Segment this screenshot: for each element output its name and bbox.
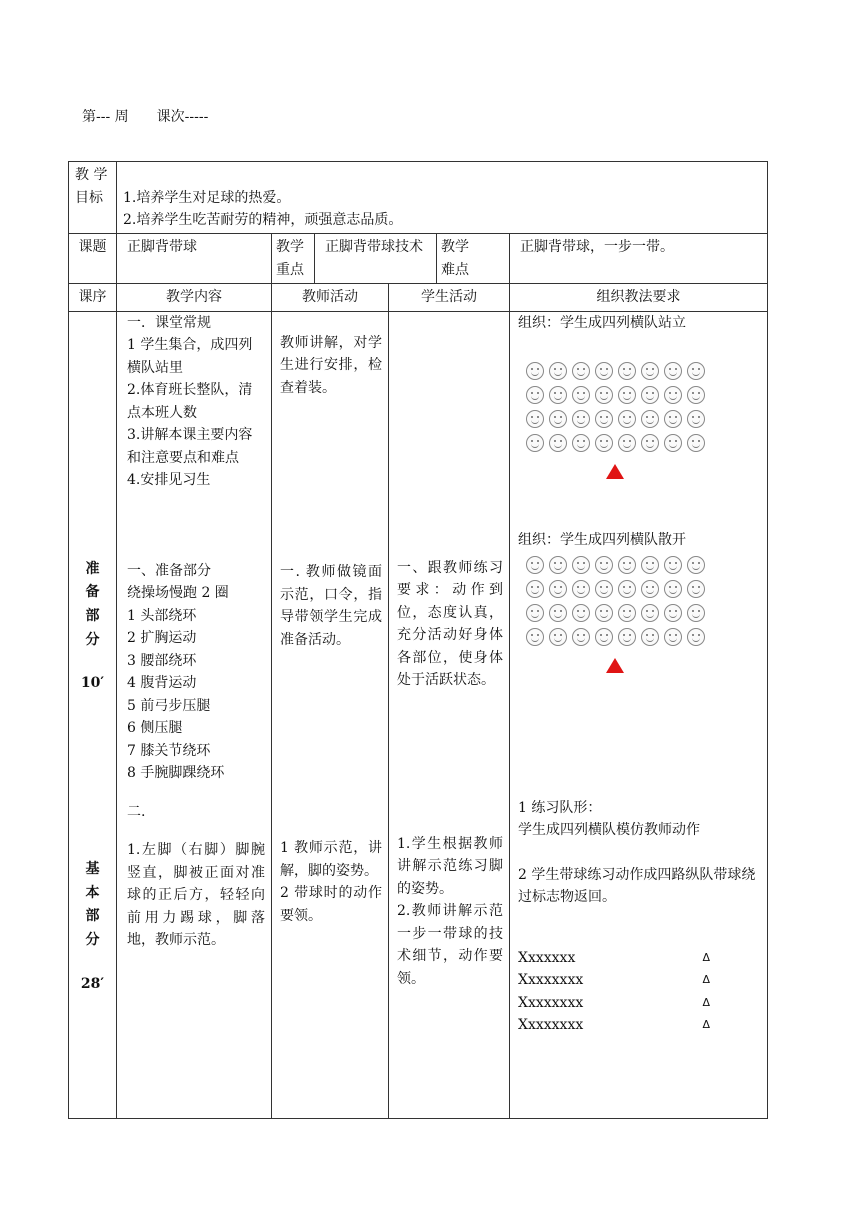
- student-smiley-icon: [618, 362, 636, 380]
- col-header-organization: 组织教法要求: [510, 284, 768, 312]
- goal-item: 1.培养学生对足球的热爱。: [123, 190, 291, 206]
- org-drill-text: 学生成四列横队模仿教师动作: [518, 822, 700, 838]
- student-smiley-icon: [526, 434, 544, 452]
- student-smiley-icon: [572, 362, 590, 380]
- student-smiley-icon: [572, 604, 590, 622]
- student-smiley-icon: [641, 604, 659, 622]
- content-line: 1 学生集合，成四列横队站里: [127, 337, 253, 376]
- student-smiley-icon: [664, 604, 682, 622]
- student-smiley-icon: [618, 434, 636, 452]
- formation-row: [518, 969, 710, 992]
- teacher-warmup: 一. 教师做镜面示范，口令，指导带领学生完成准备活动。: [280, 564, 382, 648]
- student-smiley-icon: [526, 604, 544, 622]
- student-smiley-icon: [618, 628, 636, 646]
- cone-marker-icon: Δ: [702, 1018, 710, 1031]
- student-smiley-icon: [664, 556, 682, 574]
- student-smiley-icon: [687, 362, 705, 380]
- basic-label-char: 本: [85, 884, 100, 901]
- col-header-order: 课序: [69, 284, 117, 312]
- goal-item: 2.培养学生吃苦耐劳的精神，顽强意志品质。: [123, 212, 403, 228]
- cone-marker-icon: Δ: [702, 995, 710, 1009]
- difficulty-label: [437, 234, 510, 284]
- basic-label-char: 分: [85, 931, 100, 948]
- week-label: 第--- 周: [82, 109, 129, 125]
- content-line: 二.: [127, 803, 146, 820]
- student-smiley-icon: [664, 410, 682, 428]
- student-smiley-icon: [641, 556, 659, 574]
- org-standing: 组织：学生成四列横队站立: [518, 314, 686, 331]
- student-warmup: 一、跟教师练习要求：动作到位，态度认真，充分活动好身体各部位，使身体处于活跃状态。: [397, 559, 503, 688]
- goals-row: [69, 162, 768, 234]
- student-smiley-icon: [687, 434, 705, 452]
- student-smiley-icon: [687, 386, 705, 404]
- student-smiley-icon: [618, 386, 636, 404]
- lesson-number-label: 课次-----: [156, 109, 209, 125]
- student-smiley-icon: [595, 580, 613, 598]
- student-smiley-icon: [526, 410, 544, 428]
- formation-row: [518, 947, 710, 970]
- teacher-basic-1: 1 教师示范，讲解，脚的姿势。: [280, 840, 382, 879]
- col-header-content: 教学内容: [117, 284, 272, 312]
- student-smiley-icon: [549, 556, 567, 574]
- student-smiley-icon: [549, 628, 567, 646]
- formation-row-players: Xxxxxxxx: [518, 1017, 584, 1033]
- student-basic-1: 1.学生根据教师讲解示范练习脚的姿势。: [397, 835, 503, 897]
- student-smiley-icon: [595, 556, 613, 574]
- org-scatter: 组织：学生成四列横队散开: [518, 532, 686, 548]
- goals-label-line-1: 教 学: [75, 167, 108, 183]
- student-smiley-icon: [687, 580, 705, 598]
- body-row: [69, 311, 768, 1118]
- content-line: 一．课堂常规: [127, 314, 211, 331]
- org-dribble-text: 2 学生带球练习动作成四路纵队带球绕过标志物返回。: [518, 866, 756, 905]
- student-smiley-icon: [595, 386, 613, 404]
- content-line: 8 手腕脚踝绕环: [127, 765, 225, 781]
- student-smiley-icon: [618, 556, 636, 574]
- basic-section-label: [69, 858, 116, 953]
- teacher-triangle-icon: [606, 464, 624, 479]
- dribble-formation: [518, 947, 761, 1037]
- topic-row: [69, 234, 768, 284]
- difficulty-value: 正脚背带球，一步一带。: [510, 234, 768, 284]
- teaching-content-cell: [117, 311, 272, 1118]
- teacher-routine: 教师讲解，对学生进行安排，检查着装。: [280, 334, 382, 396]
- content-line: 1 头部绕环: [127, 607, 197, 624]
- section-labels: [69, 311, 117, 1118]
- student-smiley-icon: [664, 386, 682, 404]
- student-smiley-icon: [549, 434, 567, 452]
- content-line: 4 腹背运动: [127, 675, 197, 691]
- content-line: 3 腰部绕环: [127, 652, 197, 669]
- student-smiley-icon: [526, 362, 544, 380]
- basic-label-char: 部: [85, 908, 100, 925]
- student-smiley-icon: [641, 434, 659, 452]
- difficulty-label-line-2: 难点: [441, 261, 469, 278]
- student-smiley-icon: [572, 386, 590, 404]
- goals-label: [69, 162, 117, 234]
- goals-label-line-2: 目标: [75, 189, 103, 206]
- prep-section-label: [69, 558, 116, 653]
- student-smiley-icon: [664, 362, 682, 380]
- student-smiley-icon: [549, 410, 567, 428]
- student-smiley-icon: [572, 410, 590, 428]
- lesson-plan-table: [68, 161, 768, 1119]
- difficulty-label-line-1: 教学: [441, 239, 469, 255]
- formation-row-players: Xxxxxxx: [518, 949, 576, 966]
- organization-cell: [510, 311, 768, 1118]
- prep-label-char: 分: [85, 631, 100, 648]
- col-header-teacher: 教师活动: [272, 284, 389, 312]
- formation-row-players: Xxxxxxxx: [518, 972, 584, 988]
- basic-content: 1.左脚（右脚）脚腕竖直，脚被正面对准球的正后方，轻轻向前用力踢球，脚落地，教师示范。: [127, 842, 265, 948]
- content-line: 5 前弓步压腿: [127, 697, 211, 714]
- student-smiley-icon: [549, 604, 567, 622]
- student-smiley-icon: [595, 362, 613, 380]
- cone-marker-icon: Δ: [702, 950, 710, 964]
- student-smiley-icon: [526, 556, 544, 574]
- page-header: [82, 106, 208, 126]
- student-smiley-icon: [641, 362, 659, 380]
- prep-label-char: 备: [85, 584, 100, 601]
- key-point-label: [272, 234, 315, 284]
- topic-label: 课题: [69, 234, 117, 284]
- student-smiley-icon: [572, 628, 590, 646]
- student-smiley-icon: [526, 580, 544, 598]
- teacher-basic-2: 2 带球时的动作要领。: [280, 885, 382, 924]
- cone-marker-icon: Δ: [702, 973, 710, 986]
- student-smiley-icon: [687, 410, 705, 428]
- key-point-label-line-2: 重点: [276, 261, 304, 278]
- student-smiley-icon: [572, 434, 590, 452]
- routine-content: [127, 312, 265, 492]
- basic-label-char: 基: [85, 860, 100, 877]
- student-smiley-icon: [687, 628, 705, 646]
- prep-label-char: 准: [85, 560, 100, 577]
- student-activity-cell: [389, 311, 510, 1118]
- org-drill-title: 1 练习队形：: [518, 799, 602, 816]
- student-smiley-icon: [549, 386, 567, 404]
- student-smiley-icon: [618, 604, 636, 622]
- key-point-value: 正脚背带球技术: [315, 234, 437, 284]
- student-smiley-icon: [595, 628, 613, 646]
- prep-duration: 10′: [80, 675, 105, 692]
- content-line: 4.安排见习生: [127, 472, 211, 488]
- student-smiley-icon: [595, 410, 613, 428]
- student-smiley-icon: [641, 580, 659, 598]
- formation-row: [518, 992, 710, 1015]
- student-formation-grid: [526, 362, 761, 452]
- student-smiley-icon: [572, 580, 590, 598]
- student-smiley-icon: [664, 580, 682, 598]
- content-line: 3.讲解本课主要内容和注意要点和难点: [127, 427, 253, 466]
- student-smiley-icon: [687, 556, 705, 574]
- student-smiley-icon: [549, 580, 567, 598]
- student-smiley-icon: [595, 434, 613, 452]
- student-smiley-icon: [664, 434, 682, 452]
- col-header-student: 学生活动: [389, 284, 510, 312]
- student-basic-2: 2.教师讲解示范一步一带球的技术细节，动作要领。: [397, 903, 503, 987]
- content-line: 绕操场慢跑 2 圈: [127, 585, 229, 601]
- student-formation-grid: [526, 556, 761, 646]
- student-smiley-icon: [641, 628, 659, 646]
- content-line: 7 膝关节绕环: [127, 742, 211, 759]
- student-smiley-icon: [595, 604, 613, 622]
- content-line: 2.体育班长整队，清点本班人数: [127, 382, 253, 421]
- student-smiley-icon: [641, 410, 659, 428]
- content-line: 2 扩胸运动: [127, 630, 197, 646]
- prep-label-char: 部: [85, 607, 100, 624]
- student-smiley-icon: [549, 362, 567, 380]
- content-line: 6 侧压腿: [127, 720, 183, 736]
- teacher-activity-cell: [272, 311, 389, 1118]
- student-smiley-icon: [618, 410, 636, 428]
- student-smiley-icon: [572, 556, 590, 574]
- topic-value: 正脚背带球: [117, 234, 272, 284]
- formation-row: [518, 1014, 710, 1037]
- content-line: 一、准备部分: [127, 562, 211, 579]
- student-smiley-icon: [526, 386, 544, 404]
- student-smiley-icon: [526, 628, 544, 646]
- goals-content: [117, 162, 768, 234]
- student-smiley-icon: [664, 628, 682, 646]
- column-header-row: [69, 284, 768, 312]
- teacher-triangle-icon: [606, 658, 624, 673]
- student-smiley-icon: [641, 386, 659, 404]
- key-point-label-line-1: 教学: [276, 239, 304, 255]
- student-smiley-icon: [687, 604, 705, 622]
- student-smiley-icon: [618, 580, 636, 598]
- warmup-content: [127, 560, 265, 785]
- formation-row-players: Xxxxxxxx: [518, 994, 584, 1011]
- basic-duration: 28′: [80, 975, 105, 992]
